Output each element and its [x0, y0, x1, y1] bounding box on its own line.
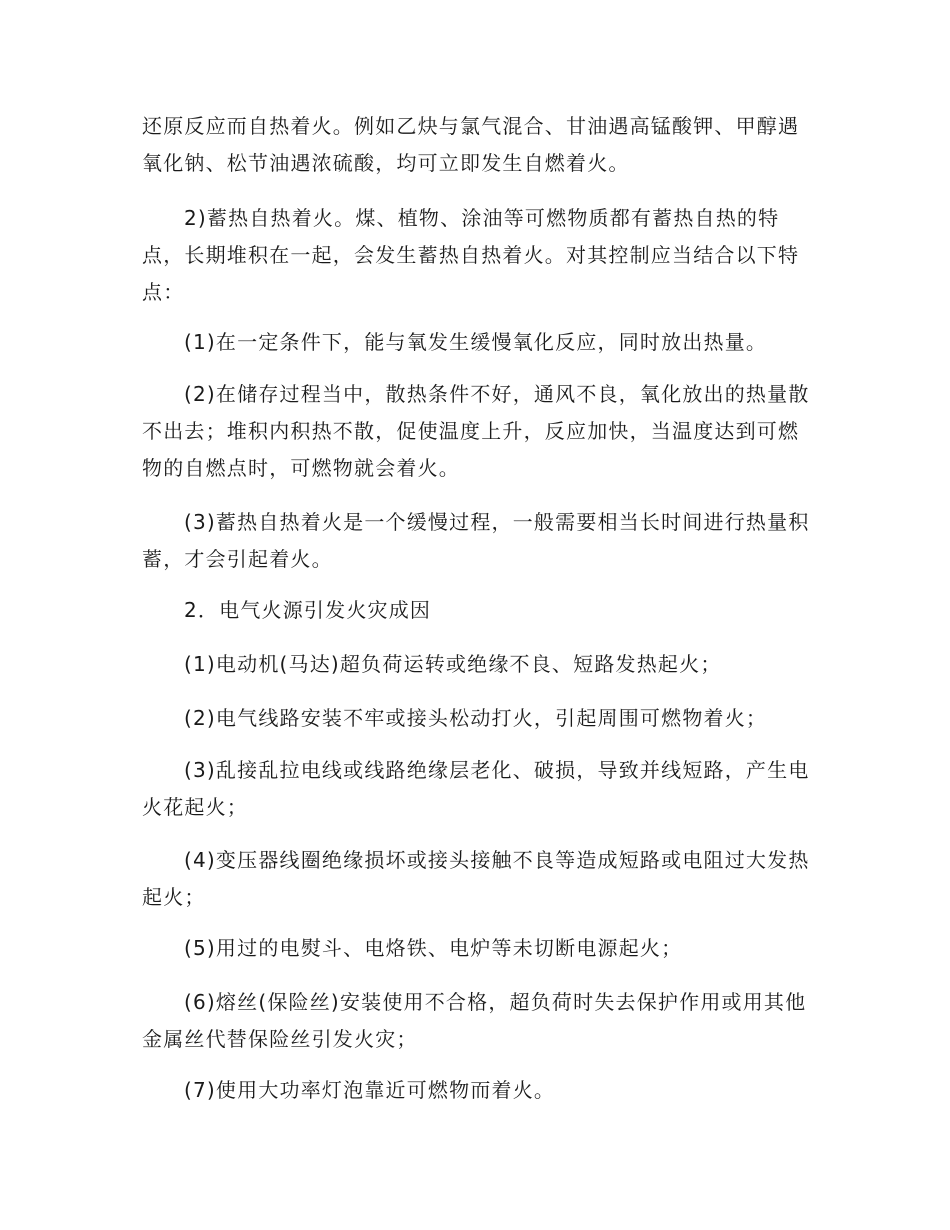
list-item: (7)使用大功率灯泡靠近可燃物而着火。: [184, 1078, 556, 1102]
list-item: (6)熔丝(保险丝)安装使用不合格，超负荷时失去保护作用或用其他金属丝代替保险丝引发火灾；: [142, 990, 807, 1051]
list-item: (1)电动机(马达)超负荷运转或绝缘不良、短路发热起火；: [184, 652, 722, 676]
list-item: (3)蓄热自热着火是一个缓慢过程，一般需要相当长时间进行热量积蓄，才会引起着火。: [142, 510, 810, 571]
paragraph-heat-accumulation: 2)蓄热自热着火。煤、植物、涂油等可燃物质都有蓄热自热的特点，长期堆积在一起，会发生蓄热自热着火。对其控制应当结合以下特点：: [142, 206, 800, 304]
list-item: (2)在储存过程当中，散热条件不好，通风不良，氧化放出的热量散不出去；堆积内积热不散，促使温度上升，反应加快，当温度达到可燃物的自燃点时，可燃物就会着火。: [142, 382, 810, 480]
list-item: (2)电气线路安装不牢或接头松动打火，引起周围可燃物着火；: [184, 706, 768, 730]
list-item: (1)在一定条件下，能与氧发生缓慢氧化反应，同时放出热量。: [184, 330, 768, 354]
list-item: (4)变压器线圈绝缘损坏或接头接触不良等造成短路或电阻过大发热起火；: [142, 848, 810, 909]
paragraph-continuation: 还原反应而自热着火。例如乙炔与氯气混合、甘油遇高锰酸钾、甲醇遇氧化钠、松节油遇浓硫酸，均可立即发生自燃着火。: [142, 114, 800, 175]
list-item: (5)用过的电熨斗、电烙铁、电炉等未切断电源起火；: [184, 936, 683, 960]
section-heading: 2．电气火源引发火灾成因: [184, 598, 432, 622]
list-item: (3)乱接乱拉电线或线路绝缘层老化、破损，导致并线短路，产生电火花起火；: [142, 758, 810, 819]
